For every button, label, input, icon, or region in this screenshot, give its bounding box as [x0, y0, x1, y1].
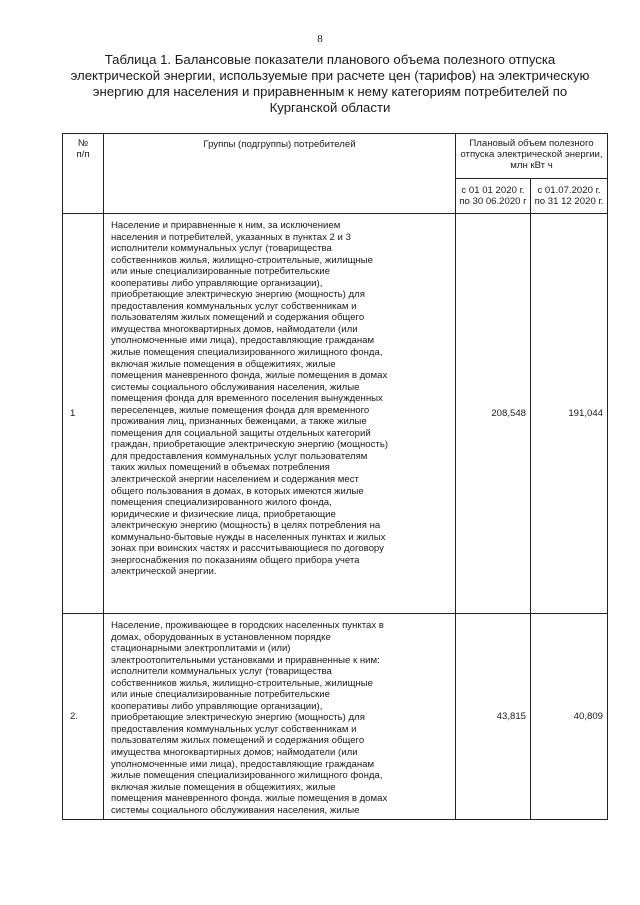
text-line: собственников жилья, жилищно-строительные, жилищные [111, 254, 373, 266]
text-line: имущества многоквартирных домов, наймодатели (или [111, 323, 358, 335]
text-line: коммунально-бытовые нужды в населенных пунктах и жилых [111, 531, 386, 543]
text-line: Население и приравненные к ним, за исключением [111, 220, 341, 231]
text-line: исполнители коммунальных услуг (товарищества [111, 243, 332, 255]
text-line: уполномоченные ими лица), предоставляющие гражданам [111, 335, 375, 347]
text-line: стационарными электроплитами и (или) [111, 643, 291, 655]
text-line: помещения фонда для временного поселения вынужденных [111, 393, 383, 405]
text-line: переселенцев, жилые помещения фонда для временного [111, 404, 370, 416]
text-line: проживания лиц, признанных беженцами, а также жилые [111, 416, 367, 428]
text-line: помещения для социальной защиты отдельных категорий [111, 427, 371, 439]
title-line: электрической энергии, используемые при расчете цен (тарифов) на электрическую [70, 68, 590, 83]
header-period-label: по 30 06.2020 г [459, 196, 527, 207]
text-line: граждан, приобретающие электрическую энергию (мощность) [111, 439, 389, 451]
text-line: таких жилых помещений в объемах потребления [111, 462, 330, 474]
text-line: кооперативы либо управляющие организации), [111, 700, 323, 712]
text-line: предоставления коммунальных услуг собственникам и [111, 300, 357, 312]
header-number-label: № [77, 138, 89, 149]
table-header-row [63, 134, 608, 179]
text-line: электрической энергии населением и содержания мест [111, 474, 359, 486]
title-line: Курганской области [269, 100, 391, 115]
text-line: приобретающие электрическую энергию (мощность) для [111, 289, 365, 301]
text-line: включая жилые помещения в общежитиях, жилые [111, 781, 336, 793]
text-line: системы социального обслуживания населения, жилые [111, 381, 360, 393]
text-line: зонах при воинских частях и рассчитывающиеся по договору [111, 543, 384, 555]
text-line: помещения маневренного фонда, жилые помещения в домах [111, 370, 388, 382]
text-line: энергоснабжения по показаниям общего прибора учета [111, 554, 360, 566]
row-description [104, 214, 456, 614]
table-row [63, 214, 608, 614]
header-number-label: п/п [76, 149, 90, 160]
text-line: Население, проживающее в городских населенных пунктах в [111, 620, 384, 631]
text-line: приобретающие электрическую энергию (мощность) для [111, 712, 365, 724]
text-line: предоставления коммунальных услуг собственникам и [111, 723, 357, 735]
title-line: энергию для населения и приравненным к нему категориям потребителей по [92, 84, 568, 99]
row-number: 2. [63, 614, 104, 820]
title-line: Таблица 1. Балансовые показатели планового объема полезного отпуска [104, 52, 556, 67]
text-line: кооперативы либо управляющие организации), [111, 277, 323, 289]
text-line: пользователям жилых помещений и содержания общего [111, 735, 365, 747]
text-line: имущества многоквартирных домов; наймодатели (или [111, 747, 358, 759]
text-line: или иные специализированные потребительские [111, 266, 330, 278]
text-line: общего пользования в домах, в которых имеются жилые [111, 485, 364, 497]
value-period-2: 191,044 [531, 214, 608, 614]
text-line: включая жилые помещения в общежитиях, жилые [111, 358, 336, 370]
text-line: собственников жилья, жилищно-строительные, жилищные [111, 677, 373, 689]
balance-table [62, 133, 608, 820]
value-period-1: 43,815 [456, 614, 531, 820]
table-row [63, 614, 608, 820]
header-number [63, 134, 104, 214]
text-line: электрической энергии. [111, 566, 217, 578]
text-line: электроотопительными установками и приравненные к ним: [111, 654, 380, 666]
text-line: электрическую энергию (мощность) в целях потребления на [111, 520, 381, 532]
text-line: для предоставления коммунальных услуг пользователям [111, 450, 368, 462]
header-groups: Группы (подгруппы) потребителей [104, 134, 456, 214]
document-title [70, 52, 590, 116]
header-period-1 [456, 179, 531, 214]
header-plan-label: Плановый объем полезного [469, 138, 594, 149]
value-period-1: 208,548 [456, 214, 531, 614]
page-number: 8 [317, 33, 323, 45]
text-line: юридические и физические лица, приобретающие [111, 508, 336, 520]
text-line: уполномоченные ими лица), предоставляющие гражданам [111, 758, 375, 770]
header-plan-label: млн кВт ч [510, 160, 553, 171]
header-period-label: с 01.07.2020 г. [537, 185, 601, 196]
header-planned-volume [456, 134, 608, 179]
header-period-label: с 01 01 2020 г. [461, 185, 525, 196]
text-line: системы социального обслуживания населения, жилые [111, 804, 360, 816]
header-plan-label: отпуска электрической энергии, [460, 149, 603, 160]
text-line: исполнители коммунальных услуг (товарищества [111, 666, 332, 678]
text-line: жилые помещения специализированного жилищного фонда, [111, 347, 383, 359]
text-line: помещения специализированного жилого фонда, [111, 497, 332, 509]
text-line: населения и потребителей, указанных в пунктах 2 и 3 [111, 231, 351, 243]
header-period-2 [531, 179, 608, 214]
row-number: 1 [63, 214, 104, 614]
text-line: домах, оборудованных в установленном порядке [111, 631, 331, 643]
value-period-2: 40,809 [531, 614, 608, 820]
row-description [104, 614, 456, 820]
header-period-label: по 31 12 2020 г. [534, 196, 604, 207]
text-line: или иные специализированные потребительские [111, 689, 330, 701]
text-line: помещения маневренного фонда. жилые помещения в домах [111, 793, 388, 805]
text-line: жилые помещения специализированного жилищного фонда, [111, 770, 383, 782]
text-line: пользователям жилых помещений и содержания общего [111, 312, 365, 324]
